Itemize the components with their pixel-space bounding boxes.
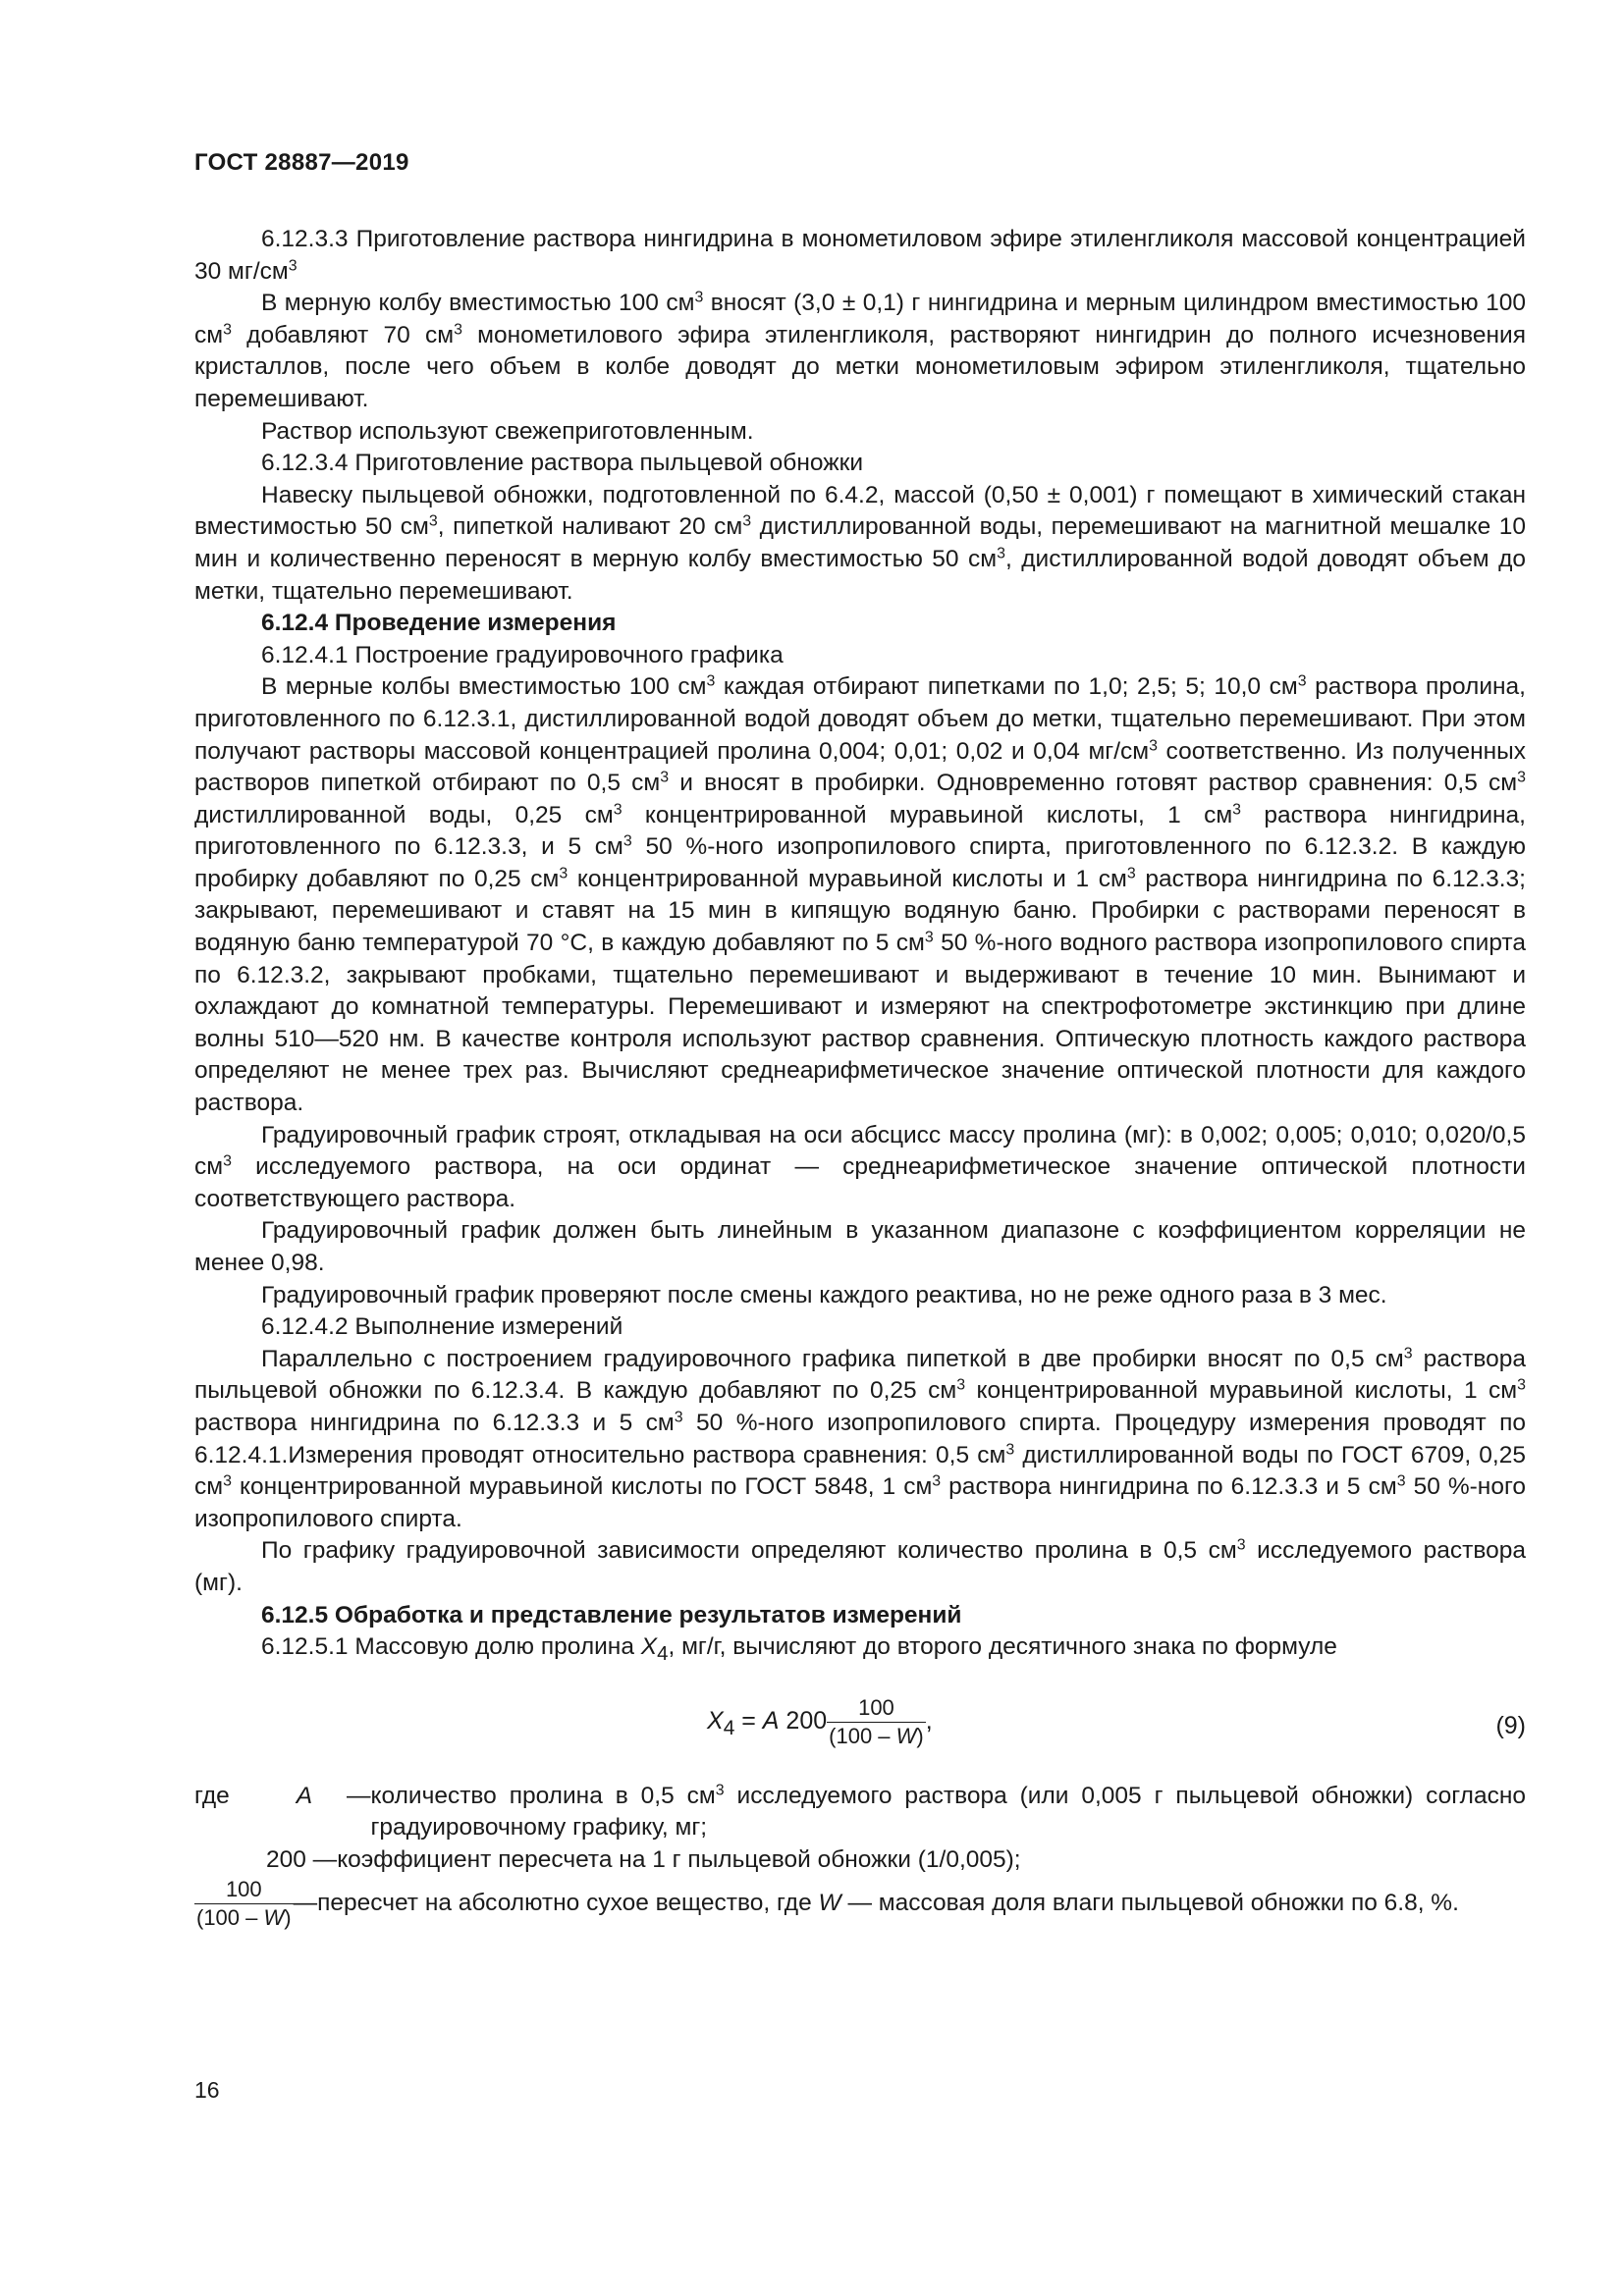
page-number: 16 (194, 2077, 220, 2103)
document-body (194, 224, 1526, 1932)
legend-fraction: $\frac{100}{(100 - W)}$ (196, 1877, 292, 1931)
paragraph-graph-determination: По графику градуировочной зависимости определяют количество пролина в 0,5 $см^3$ исследуемого раствора (мг). (194, 1536, 1527, 1596)
paragraph-6-12-3-4-title: 6.12.3.4 Приготовление раствора пыльцевой обножки (261, 450, 864, 477)
formula-9 (194, 1681, 1526, 1761)
paragraph-6-12-4-1-title: 6.12.4.1 Построение градуировочного графика (261, 641, 784, 668)
paragraph-6-12-3-4-body: Навеску пыльцевой обножки, подготовленной по 6.4.2, массой (0,50 ± 0,001) г помещают в химический стакан вместимостью 50 $см^3$, пипеткой наливают 20 $см^3$ дистиллированной воды, перемешивают на магнитной мешалке 10 мин и количественно переносят в мерную колбу вместимостью 50 $см^3$, дистиллированной водой доводят объем до метки, тщательно перемешивают. (194, 481, 1527, 605)
paragraph-6-12-4-1-body: В мерные колбы вместимостью 100 $см^3$ каждая отбирают пипетками по 1,0; 2,5; 5; 10,0 $см^3$ раствора пролина, приготовленного по 6.12.3.1, дистиллированной водой доводят объем до метки, тщательно перемешивают. При этом получают растворы массовой концентрацией пролина 0,004; 0,01; 0,02 и 0,04 $мг/см^3$ соответственно. Из полученных растворов пипеткой отбирают по 0,5 $см^3$ и вносят в пробирки. Одновременно готовят раствор сравнения: 0,5 $см^3$ дистиллированной воды, 0,25 $см^3$ концентрированной муравьиной кислоты, 1 $см^3$ раствора нингидрина, приготовленного по 6.12.3.3, и 5 $см^3$ 50 %-ного изопропилового спирта, приготовленного по 6.12.3.2. В каждую пробирку добавляют по 0,25 $см^3$ концентрированной муравьиной кислоты и 1 $см^3$ раствора нингидрина по 6.12.3.3; закрывают, перемешивают и ставят на 15 мин в кипящую водяную баню. Пробирки с растворами переносят в водяную баню температурой 70 °С, в каждую добавляют по 5 $см^3$ 50 %-ного водного раствора изопропилового спирта по 6.12.3.2, закрывают пробками, тщательно перемешивают и выдерживают в течение 10 мин. Вынимают и охлаждают до комнатной температуры. Перемешивают и измеряют на спектрофотометре экстинкцию при длине волны 510—520 нм. В качестве контроля используют раствор сравнения. Оптическую плотность каждого раствора определяют не менее трех раз. Вычисляют среднеарифметическое значение оптической плотности для каждого раствора. (194, 672, 1526, 1117)
paragraph-calibration-linear: Градуировочный график должен быть линейным в указанном диапазоне с коэффициентом корреляции не менее 0,98. (194, 1217, 1526, 1276)
formula-expression: $X_4 = A$ 200 $\frac{100}{(100 - W)}$ , (707, 1694, 933, 1748)
paragraph-6-12-4-2-body: Параллельно с построением градуировочного графика пипеткой в две пробирки вносят по 0,5 $см^3$ раствора пыльцевой обножки по 6.12.3.4. В каждую добавляют по 0,25 $см^3$ концентрированной муравьиной кислоты, 1 $см^3$ раствора нингидрина по 6.12.3.3 и 5 $см^3$ 50 %-ного изопропилового спирта. Процедуру измерения проводят по 6.12.4.1.Измерения проводят относительно раствора сравнения: 0,5 $см^3$ дистиллированной воды по ГОСТ 6709, 0,25 $см^3$ концентрированной муравьиной кислоты по ГОСТ 5848, 1 $см^3$ раствора нингидрина по 6.12.3.3 и 5 $см^3$ 50 %-ного изопропилового спирта. (194, 1345, 1526, 1532)
heading-6-12-4: 6.12.4 Проведение измерения (261, 610, 617, 637)
paragraph-6-12-3-3-title: 6.12.3.3 Приготовление раствора нингидрина в монометиловом эфире этиленгликоля массовой концентрацией 30 $мг/см^3$ (194, 226, 1526, 285)
formula-fraction: $\frac{100}{(100 - W)}$ (829, 1694, 924, 1748)
heading-6-12-5: 6.12.5 Обработка и представление результатов измерений (261, 1601, 962, 1629)
paragraph-calibration-axes: Градуировочный график строят, откладывая на оси абсцисс массу пролина (мг): в 0,002; 0,005; 0,010; 0,020/0,5 $см^3$ исследуемого раствора, на оси ординат — среднеарифметическое значение оптической плотности соответствующего раствора. (194, 1121, 1526, 1212)
formula-number: (9) (1495, 1711, 1526, 1739)
paragraph-calibration-check: Градуировочный график проверяют после смены каждого реактива, но не реже одного раза в 3 мес. (261, 1281, 1387, 1308)
paragraph-fresh-solution: Раствор используют свежеприготовленным. (261, 417, 754, 445)
legend-row-200: 200 — коэффициент пересчета на 1 г пыльцевой обножки (1/0,005); (266, 1845, 1021, 1873)
paragraph-6-12-4-2-title: 6.12.4.2 Выполнение измерений (261, 1313, 623, 1341)
formula-legend (194, 1781, 1526, 1933)
paragraph-6-12-3-3-body: В мерную колбу вместимостью 100 $см^3$ вносят (3,0 ± 0,1) г нингидрина и мерным цилиндром вместимостью 100 $см^3$ добавляют 70 $см^3$ монометилового эфира этиленгликоля, растворяют нингидрин до полного исчезновения кристаллов, после чего объем в колбе доводят до метки монометиловым эфиром этиленгликоля, тщательно перемешивают. (194, 289, 1526, 412)
legend-row-a: где A — количество пролина в 0,5 $см^3$ исследуемого раствора (или 0,005 г пыльцевой обножки) согласно градуировочному графику, мг; (194, 1781, 1526, 1842)
legend-row-fraction: $\frac{100}{(100 - W)}$ — пересчет на абсолютно сухое вещество, где W — массовая доля влаги пыльцевой обножки по 6.8, %. (196, 1877, 1459, 1931)
paragraph-6-12-5-1: 6.12.5.1 Массовую долю пролина $X_4$, мг/г, вычисляют до второго десятичного знака по формуле (261, 1633, 1337, 1666)
standard-code-header: ГОСТ 28887—2019 (194, 149, 409, 176)
